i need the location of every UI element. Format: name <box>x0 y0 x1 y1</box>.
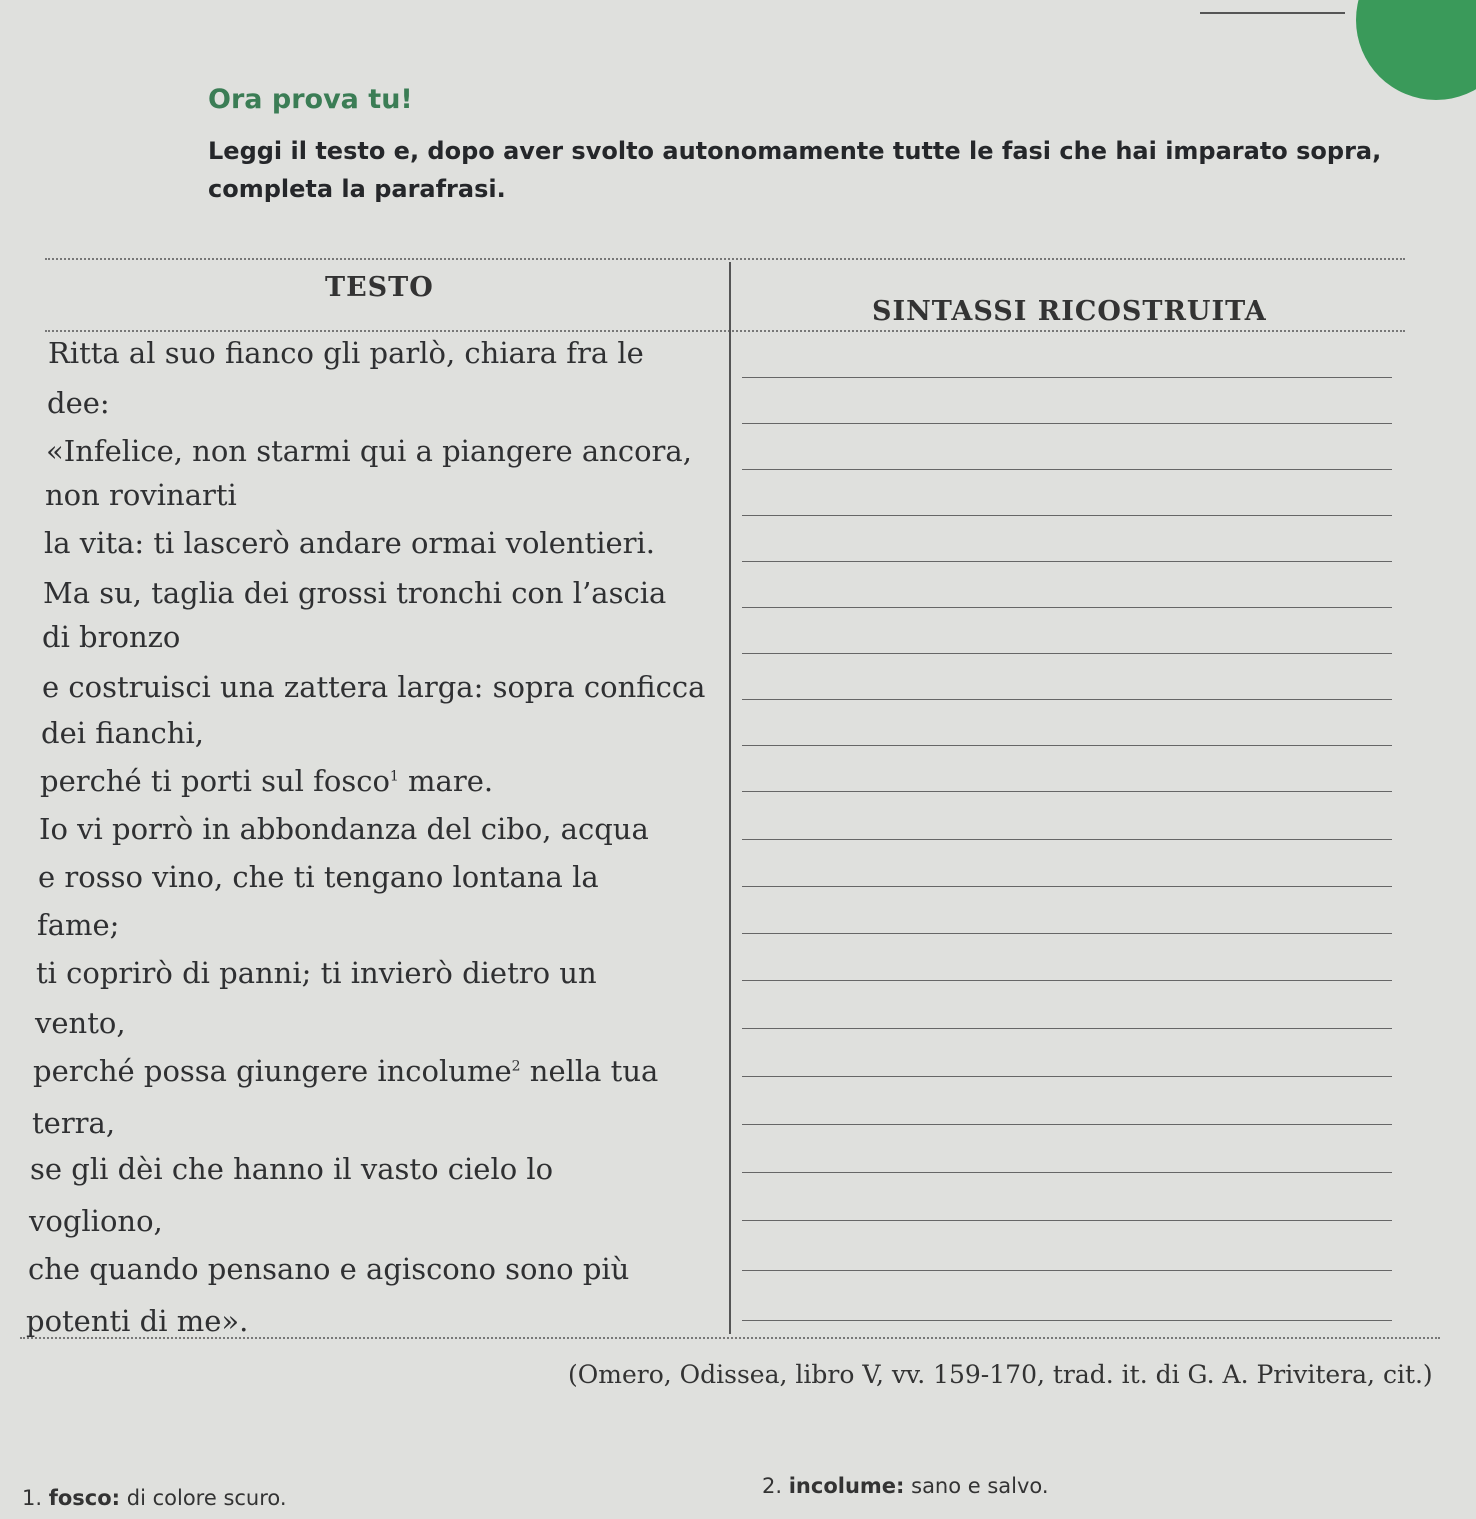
testo-line: ti coprirò di panni; ti invierò dietro un <box>36 956 597 990</box>
column-header-sintassi: SINTASSI RICOSTRUITA <box>872 296 1267 327</box>
footnote-ref-1: 1 <box>389 768 399 785</box>
table-header-border <box>45 330 1405 332</box>
answer-line[interactable] <box>742 980 1392 981</box>
testo-line: Ma su, taglia dei grossi tronchi con l’ascia <box>43 576 667 610</box>
exercise-instructions: Leggi il testo e, dopo aver svolto autonomamente tutte le fasi che hai imparato sopra, completa la parafrasi. <box>208 137 1382 203</box>
answer-line[interactable] <box>742 699 1392 700</box>
footnote-ref-2: 2 <box>511 1058 521 1075</box>
answer-line[interactable] <box>742 1220 1392 1221</box>
table-top-border <box>45 258 1405 260</box>
testo-line: perché ti porti sul fosco$^1$ mare. <box>40 764 494 798</box>
footnote-2: 2. incolume: sano e salvo. <box>762 1474 1049 1498</box>
column-header-testo: TESTO <box>325 272 434 303</box>
testo-line: «Infelice, non starmi qui a piangere ancora, <box>46 434 692 468</box>
testo-line: fame; <box>37 908 120 942</box>
answer-line[interactable] <box>742 607 1392 608</box>
testo-line: se gli dèi che hanno il vasto cielo lo <box>30 1152 554 1186</box>
answer-line[interactable] <box>742 1028 1392 1029</box>
testo-line: vento, <box>35 1006 126 1040</box>
testo-line: Io vi porrò in abbondanza del cibo, acqua <box>39 812 649 846</box>
testo-line: perché possa giungere incolume$^2$ nella tua <box>33 1054 659 1088</box>
testo-line: e rosso vino, che ti tengano lontana la <box>38 860 599 894</box>
exercise-heading: Ora prova tu! <box>208 84 413 115</box>
answer-line[interactable] <box>742 1270 1392 1271</box>
testo-line: dei fianchi, <box>41 716 204 750</box>
answer-line[interactable] <box>742 1076 1392 1077</box>
answer-line[interactable] <box>742 515 1392 516</box>
testo-line: che quando pensano e agiscono sono più <box>28 1252 630 1286</box>
testo-line: non rovinarti <box>45 478 237 512</box>
answer-line[interactable] <box>742 561 1392 562</box>
top-rule <box>1200 12 1345 14</box>
testo-line: vogliono, <box>29 1204 163 1238</box>
answer-line[interactable] <box>742 745 1392 746</box>
testo-line: la vita: ti lascerò andare ormai volentieri. <box>44 526 655 560</box>
answer-line[interactable] <box>742 933 1392 934</box>
answer-line[interactable] <box>742 423 1392 424</box>
answer-line[interactable] <box>742 377 1392 378</box>
answer-line[interactable] <box>742 839 1392 840</box>
answer-line[interactable] <box>742 791 1392 792</box>
testo-line: dee: <box>47 386 110 420</box>
answer-line[interactable] <box>742 1172 1392 1173</box>
testo-line: e costruisci una zattera larga: sopra conficca <box>42 670 706 704</box>
testo-line: terra, <box>32 1106 116 1140</box>
testo-line: di bronzo <box>42 620 181 654</box>
column-divider <box>729 262 731 1334</box>
answer-line[interactable] <box>742 469 1392 470</box>
corner-decoration <box>1356 0 1476 100</box>
answer-line[interactable] <box>742 886 1392 887</box>
answer-line[interactable] <box>742 653 1392 654</box>
testo-line: potenti di me». <box>26 1304 249 1338</box>
footnote-1: 1. fosco: di colore scuro. <box>22 1486 287 1510</box>
answer-line[interactable] <box>742 1124 1392 1125</box>
testo-line: Ritta al suo fianco gli parlò, chiara fra le <box>48 336 644 370</box>
source-citation: (Omero, Odissea, libro V, vv. 159-170, trad. it. di G. A. Privitera, cit.) <box>568 1360 1433 1389</box>
answer-line[interactable] <box>742 1320 1392 1321</box>
